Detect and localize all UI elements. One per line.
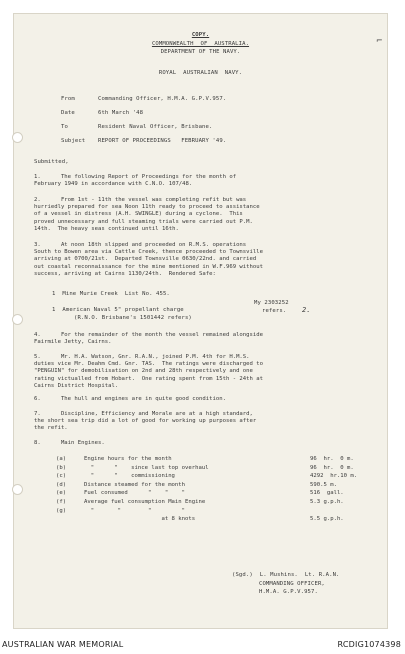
- document-page: [14, 14, 387, 628]
- paragraph-2: 2. From 1st - 11th the vessel was completing refit but was hurriedly prepared for sea Noon 11th ready to proceed to assistance of a vessel in distress (A.H. SWINGLE) during a cyclone. This proved unnecessary and full steaming trials were carried out P.M. 14th. The heavy seas continued until 16th.: [34, 197, 260, 232]
- date-value: 6th March '48: [98, 110, 144, 116]
- handwritten-mark: 2.: [302, 306, 311, 314]
- engine-row-value: 516 gall.: [310, 490, 344, 497]
- paragraph-7: 7. Discipline, Efficiency and Morale are at a high standard, the short sea trip did a lot of good for working up purposes after the refit.: [34, 411, 257, 432]
- paragraph-8: 8. Main Engines.: [34, 440, 105, 446]
- signature-line-1: (Sgd.) L. Mushins. Lt. R.A.N.: [232, 572, 340, 578]
- engine-row-value: 96 hr. 0 m.: [310, 456, 354, 462]
- paragraph-6: 6. The hull and engines are in quite good condition.: [34, 396, 226, 402]
- reference-note-1: My 2303252: [254, 300, 289, 306]
- submitted-text: Submitted,: [34, 159, 69, 165]
- engine-row-value: 590.5 m.: [310, 481, 337, 488]
- footer: [0, 636, 405, 654]
- header-line-1: COMMONWEALTH OF AUSTRALIA.: [151, 41, 250, 47]
- engine-row-label: at 8 knots: [84, 516, 196, 523]
- engine-row-value: 5.3 g.p.h.: [310, 499, 344, 505]
- punch-hole: [12, 314, 23, 325]
- paragraph-4: 4. For the remainder of the month the vessel remained alongside Fairmile Jetty, Cairns.: [34, 332, 264, 346]
- engine-row-key: (e): [56, 490, 67, 497]
- signature-line-3: H.M.A. G.P.V.957.: [259, 589, 318, 595]
- punch-hole: [12, 484, 23, 495]
- to-value: Resident Naval Officer, Brisbane.: [98, 124, 213, 130]
- engine-row-label: " " since last top overhaul: [84, 464, 209, 471]
- header-line-2: DEPARTMENT OF THE NAVY.: [160, 49, 241, 55]
- copy-heading: COPY.: [191, 32, 210, 38]
- paragraph-1: 1. The following Report of Proceedings for the month of February 1949 in accordance with C.N.O. 107/48.: [34, 174, 237, 188]
- engine-row-label: Fuel consumed " " ": [84, 490, 186, 497]
- engine-row-key: (c): [56, 473, 67, 480]
- margin-mark: ⌐: [376, 36, 383, 45]
- rendered-safe-item-2: 1 American Naval 5" propellant charge: [52, 307, 184, 313]
- paragraph-5: 5. Mr. H.A. Watson, Gnr. R.A.N., joined P.M. 4th for H.M.S. duties vice Mr. Deahm Cmd. Gnr. TAS. The ratings were discharged to "PENGUIN" for demobilisation on 2nd and 28th respectively and one rating victualled from Hobart. One rating spent from 15th - 24th at Cairns District Hospital.: [34, 354, 264, 389]
- engine-row-value: 4292 hr.10 m.: [310, 473, 358, 480]
- engine-row-label: Engine hours for the month: [84, 456, 172, 462]
- engine-row-key: (f): [56, 499, 67, 505]
- from-label: From: [61, 96, 75, 102]
- rendered-safe-item-2-ref: (R.N.O. Brisbane's 1501442 refers): [74, 315, 192, 321]
- rendered-safe-item-1: 1 Mine Murie Creek List No. 455.: [52, 291, 170, 297]
- engine-row-key: (d): [56, 481, 67, 488]
- signature-line-2: COMMANDING OFFICER,: [259, 581, 325, 587]
- to-label: To: [61, 124, 68, 130]
- from-value: Commanding Officer, H.M.A. G.P.V.957.: [98, 96, 227, 102]
- date-label: Date: [61, 110, 75, 116]
- paragraph-3: 3. At noon 18th slipped and proceeded on R.M.S. operations South to Bowen area via Cattle Creek, thence proceeded to Townsville arriving at 0700/21st. Departed Townsville 0630/22nd. and carried out coastal reconnaissance for the mine mentioned in W.F.969 without success, arriving at Cairns 1130/24th. Rendered Safe:: [34, 242, 264, 277]
- engine-row-key: (b): [56, 464, 67, 471]
- reference-note-2: refers.: [262, 308, 287, 314]
- engine-row-label: Average fuel consumption Main Engine: [84, 499, 206, 505]
- footer-id: RCDIG1074398: [337, 640, 401, 649]
- engine-row-value: 96 hr. 0 m.: [310, 464, 354, 471]
- subject-label: Subject: [61, 138, 86, 144]
- engine-row-label: Distance steamed for the month: [84, 481, 186, 488]
- header-line-3: ROYAL AUSTRALIAN NAVY.: [158, 70, 243, 76]
- engine-row-key: (g): [56, 507, 67, 514]
- engine-row-key: (a): [56, 456, 67, 462]
- footer-source: AUSTRALIAN WAR MEMORIAL: [2, 640, 124, 649]
- engine-row-label: " " commissioning: [84, 473, 175, 480]
- engine-row-value: 5.5 g.p.h.: [310, 516, 344, 523]
- punch-hole: [12, 132, 23, 143]
- subject-value: REPORT OF PROCEEDINGS FEBRUARY '49.: [98, 138, 227, 144]
- engine-row-label: " " " ": [84, 507, 186, 514]
